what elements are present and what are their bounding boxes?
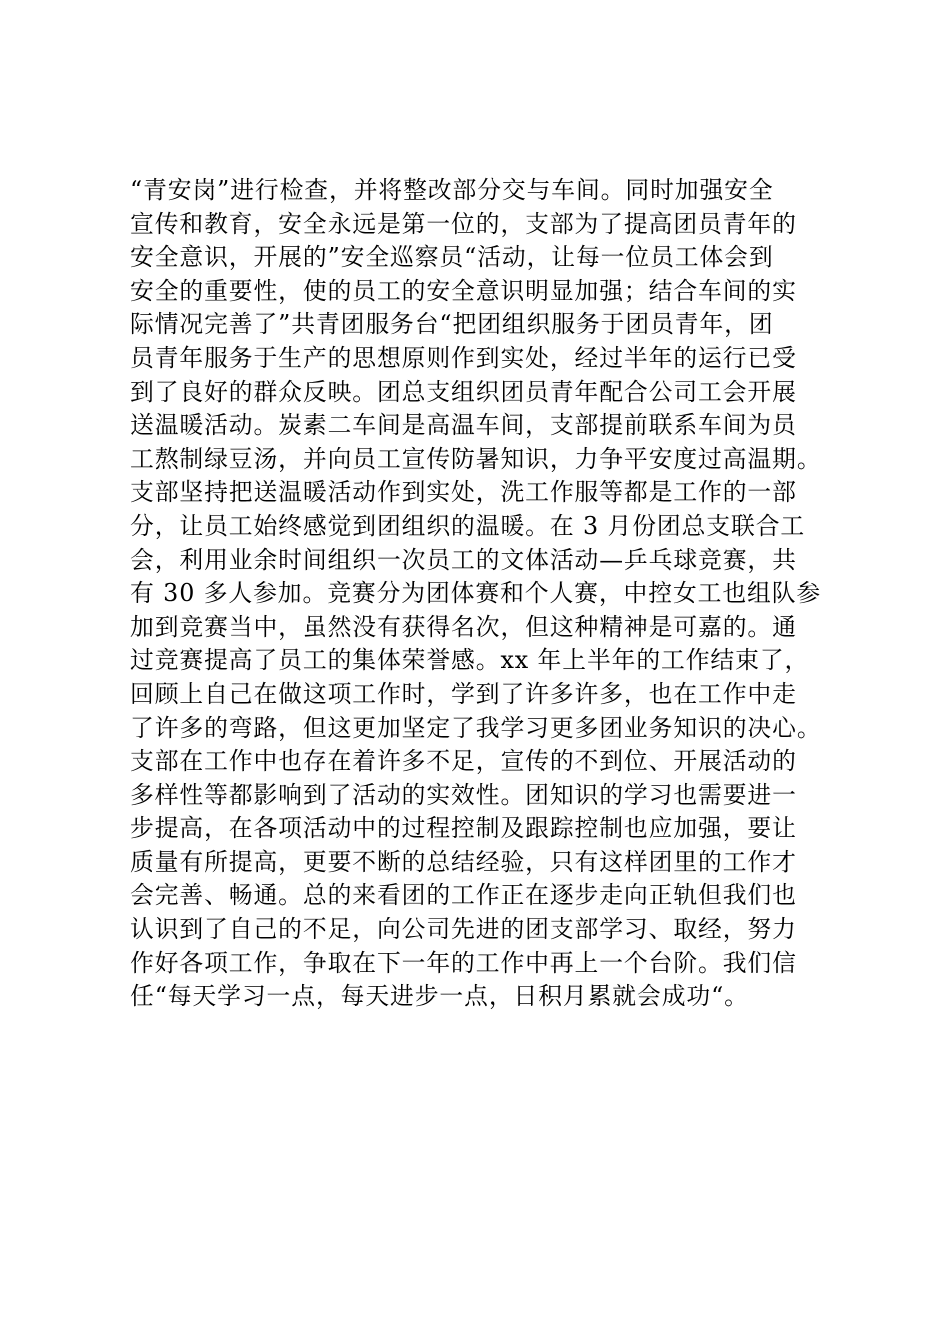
text-line: 质量有所提高，更要不断的总结经验，只有这样团里的工作才 <box>130 847 797 876</box>
text-line: 回顾上自己在做这项工作时，学到了许多许多，也在工作中走 <box>130 679 797 708</box>
text-line: 认识到了自己的不足，向公司先进的团支部学习、取经，努力 <box>130 915 797 944</box>
text-line: 分，让员工始终感觉到团组织的温暖。在 3 月份团总支联合工 <box>130 511 806 540</box>
text-line: 过竞赛提高了员工的集体荣誉感。xx 年上半年的工作结束了， <box>130 646 810 675</box>
text-line: 支部坚持把送温暖活动作到实处，洗工作服等都是工作的一部 <box>130 478 797 507</box>
body-text <box>130 174 850 1014</box>
text-line: “青安岗”进行检查，并将整改部分交与车间。同时加强安全 <box>130 176 774 204</box>
text-line: 任“每天学习一点，每天进步一点，日积月累就会成功“。 <box>130 982 749 1011</box>
text-line: 员青年服务于生产的思想原则作到实处，经过半年的运行已受 <box>130 343 797 372</box>
text-line: 安全意识，开展的”安全巡察员“活动，让每一位员工体会到 <box>130 243 774 272</box>
text-line: 多样性等都影响到了活动的实效性。团知识的学习也需要进一 <box>130 780 797 809</box>
text-line: 步提高，在各项活动中的过程控制及跟踪控制也应加强，要让 <box>130 814 797 843</box>
text-line: 会完善、畅通。总的来看团的工作正在逐步走向正轨但我们也 <box>130 881 797 910</box>
text-line: 到了良好的群众反映。团总支组织团员青年配合公司工会开展 <box>130 377 797 406</box>
text-line: 际情况完善了”共青团服务台“把团组织服务于团员青年，团 <box>130 310 774 339</box>
text-line: 支部在工作中也存在着许多不足，宣传的不到位、开展活动的 <box>130 747 797 776</box>
text-line: 有 30 多人参加。竞赛分为团体赛和个人赛，中控女工也组队参 <box>130 579 822 608</box>
text-line: 作好各项工作，争取在下一年的工作中再上一个台阶。我们信 <box>130 948 797 977</box>
text-line: 送温暖活动。炭素二车间是高温车间，支部提前联系车间为员 <box>130 411 797 440</box>
text-line: 安全的重要性，使的员工的安全意识明显加强；结合车间的实 <box>130 276 797 305</box>
text-line: 工熬制绿豆汤，并向员工宣传防暑知识，力争平安度过高温期。 <box>130 444 822 473</box>
text-line: 会，利用业余时间组织一次员工的文体活动—乒乓球竞赛，共 <box>130 545 797 574</box>
text-line: 了许多的弯路，但这更加坚定了我学习更多团业务知识的决心。 <box>130 713 822 742</box>
text-line: 加到竞赛当中，虽然没有获得名次，但这种精神是可嘉的。通 <box>130 612 797 641</box>
text-line: 宣传和教育，安全永远是第一位的，支部为了提高团员青年的 <box>130 209 797 238</box>
